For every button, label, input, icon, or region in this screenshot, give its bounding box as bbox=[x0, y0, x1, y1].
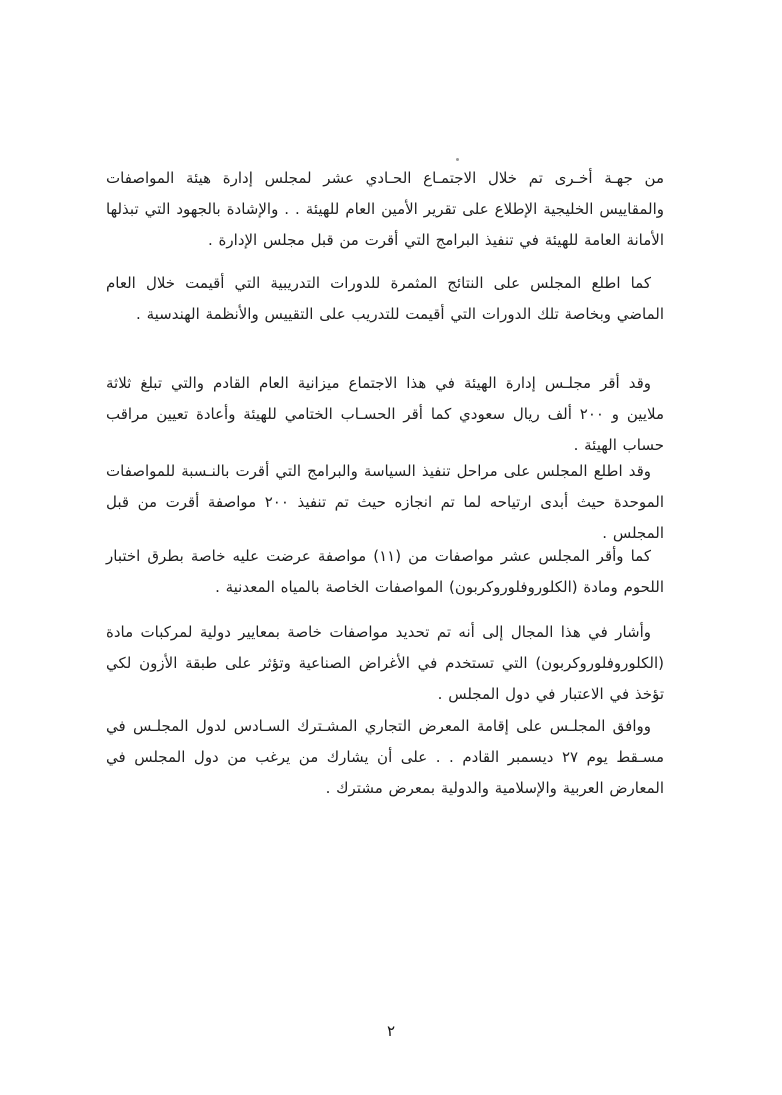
paragraph-5: كما وأقر المجلس عشر مواصفات من (١١) مواصفة عرضت عليه خاصة بطرق اختبار اللحوم ومادة (الكلوروفلوروكربون) المواصفات الخاصة بالمياه المعدنية . bbox=[106, 547, 664, 596]
paragraph-1: من جهـة أخـرى تم خلال الاجتمـاع الحـادي عشر لمجلس إدارة هيئة المواصفات والمقاييس الخليجية الإطلاع على تقرير الأمين العام للهيئة . . والإشادة بالجهود التي تبذلها الأمانة العامة للهيئة في تنفيذ البرامج التي أقرت من قبل مجلس الإدارة . bbox=[106, 169, 664, 249]
paragraph-2: كما اطلع المجلس على النتائج المثمرة للدورات التدريبية التي أقيمت خلال العام الماضي وبخاصة تلك الدورات التي أقيمت للتدريب على التقييس والأنظمة الهندسية . bbox=[106, 274, 664, 323]
paragraph-4: وقد اطلع المجلس على مراحل تنفيذ السياسة والبرامج التي أقرت بالنـسبة للمواصفات الموحدة حيث أبدى ارتياحه لما تم انجازه حيث تم تنفيذ ٢٠٠ مواصفة أقرت من قبل المجلس . bbox=[106, 462, 664, 542]
page-number: ٢ bbox=[386, 1022, 396, 1040]
paragraph-6: وأشار في هذا المجال إلى أنه تم تحديد مواصفات خاصة بمعايير دولية لمركبات مادة (الكلوروفلوروكربون) التي تستخدم في الأغراض الصناعية وتؤثر على طبقة الأزون لكي تؤخذ في الاعتبار في دول المجلس . bbox=[106, 623, 664, 703]
document-text-block bbox=[106, 163, 664, 804]
scan-speck bbox=[456, 158, 459, 161]
paragraph-7: ووافق المجلـس على إقامة المعرض التجاري المشـترك السـادس لدول المجلـس في مسـقط يوم ٢٧ ديسمبر القادم . . على أن يشارك من يرغب من دول المجلس في المعارض العربية والإسلامية والدولية بمعرض مشترك . bbox=[106, 717, 664, 797]
paragraph-3: وقد أقر مجلـس إدارة الهيئة في هذا الاجتماع ميزانية العام القادم والتي تبلغ ثلاثة ملايين و ٢٠٠ ألف ريال سعودي كما أقر الحسـاب الختامي للهيئة وأعادة تعيين مراقب حساب الهيئة . bbox=[106, 374, 664, 454]
